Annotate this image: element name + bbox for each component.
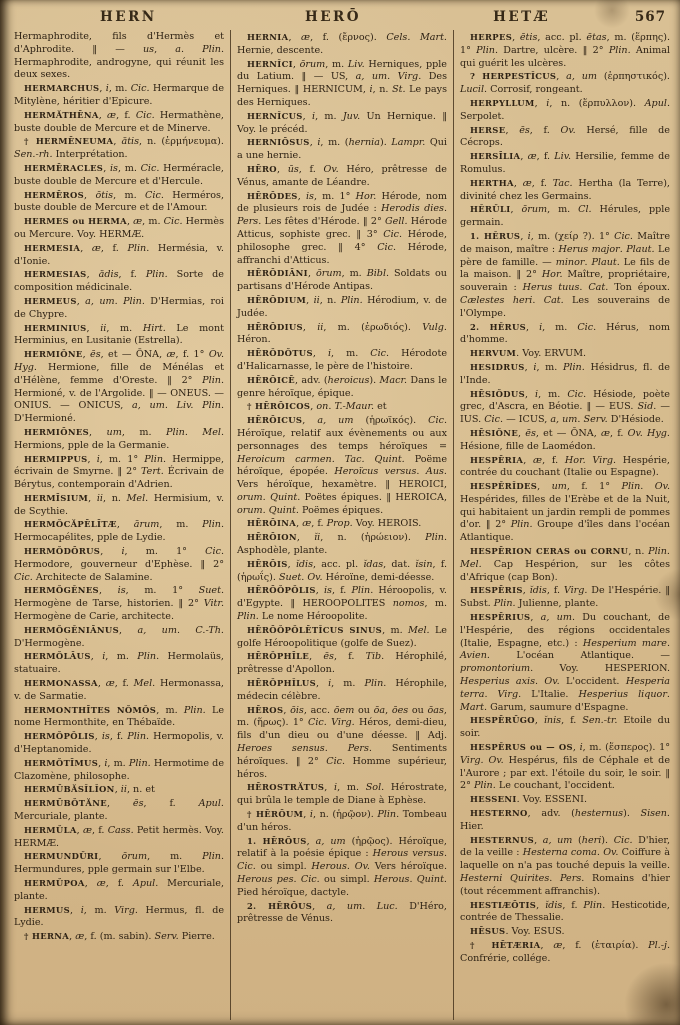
entry-headword: HERSĪLIA xyxy=(470,151,521,162)
dictionary-entry: HERMĒRACLES, is, m. Cic. Herméracle, buste double de Mercure et d'Hercule. xyxy=(14,162,224,187)
entry-headword: HĒRŌDIUS xyxy=(247,321,303,332)
dictionary-entry: HERPYLLUM, i, n. (ἕρπυλλον). Apul. Serpolet. xyxy=(460,97,670,122)
dictionary-entry: † HĒRŌUM, i, n. (ἡρῷον). Plin. Tombeau d'un héros. xyxy=(237,809,447,833)
text-columns xyxy=(8,30,676,1020)
dictionary-entry: HĒSUS. Voy. ESUS. xyxy=(470,926,565,938)
dictionary-entry: HERMŎTĪMUS, i, m. Plin. Hermotime de Clazomène, philosophe. xyxy=(14,757,225,782)
dictionary-entry: HESTERNO, adv. (hesternus). Sisen. Hier. xyxy=(460,808,670,832)
entry-headword: HĒRŌŎPŎLĒTĬCUS SINUS xyxy=(247,624,383,635)
entry-headword: † HERNA xyxy=(24,931,70,942)
entry-headword: HĒRŎPHĪLE xyxy=(247,651,310,662)
dictionary-entry: HĒRO, ūs, f. Ov. Héro, prêtresse de Vénus, amante de Léandre. xyxy=(237,163,447,188)
dictionary-entry: HERMARCHUS, i, m. Cic. Hermarque de Mitylène, héritier d'Epicure. xyxy=(14,83,224,107)
running-head-left: HERN xyxy=(100,9,157,25)
dictionary-entry: HERSĪLIA, æ, f. Liv. Hersilie, femme de Romulus. xyxy=(460,151,670,175)
entry-headword: HESPĒRIS xyxy=(470,585,523,596)
dictionary-entry: HESIDRUS, i, m. Plin. Hésidrus, fl. de l'Inde. xyxy=(460,361,670,386)
entry-headword: HĒRŌŎPŎLIS xyxy=(247,585,316,596)
entry-headword: HĒRŌDES xyxy=(247,190,298,201)
dictionary-entry: HERMŪBĂSĬLĬON, ii, n. et xyxy=(24,784,155,796)
entry-headword: 1. HĒRŌUS xyxy=(247,835,307,846)
dictionary-entry: HĒRŌICUS, a, um (ἡρωϊκός). Cic. Héroïque, relatif aux évènements ou aux personnages des temps héroïques = Heroicum carmen. Tac. Quint. Poëme héroïque, épopée. Heroïcus versus. Aus. Vers héroïque, hexamètre. ‖ HEROICI, orum. Quint. Poëtes épiques. ‖ HEROICA, orum. Quint. Poëmes épiques. xyxy=(237,415,447,516)
dictionary-entry: HERMIŌNES, um, m. Plin. Mel. Hermions, pple de la Germanie. xyxy=(14,426,224,451)
dictionary-entry: HERMŎGĔNIĀNUS, a, um. C.-Th. D'Hermogène. xyxy=(14,624,224,649)
dictionary-entry: † HĒRŌICOS, on. T.-Maur. et xyxy=(247,401,387,413)
entry-headword: HERMŎGĔNES xyxy=(24,585,99,596)
entry-headword: HERMŎTĪMUS xyxy=(24,757,99,768)
dictionary-entry: HĒRŎPHĪLE, ēs, f. Tib. Hérophilé, prêtresse d'Apollon. xyxy=(237,651,447,676)
dictionary-entry: HĒRŌINA, æ, f. Prop. Voy. HEROIS. xyxy=(247,518,422,530)
dictionary-entry: HĒRŌDIĀNI, ōrum, m. Bibl. Soldats ou partisans d'Hérode Antipas. xyxy=(237,268,447,293)
entry-headword: HĒRŎDŎTUS xyxy=(247,348,313,359)
dictionary-entry: HESTERNUS, a, um (heri). Cic. D'hier, de la veille : Hesterna coma. Ov. Coiffure à laquelle on n'a pas touché depuis la veille. Hesterni Quirites. Pers. Romains d'hier (tout récemment affranchis). xyxy=(460,834,670,897)
dictionary-entry: HERMIPPUS, i, m. 1° Plin. Hermippe, écrivain de Smyrne. ‖ 2° Tert. Écrivain de Bérytus, contemporain d'Adrien. xyxy=(14,453,225,491)
dictionary-entry: HERMŎLĀUS, i, m. Plin. Hermolaüs, statuaire. xyxy=(14,651,224,676)
dictionary-entry: HERMES ou HERMA, æ, m. Cic. Hermès ou Mercure. Voy. HERMÆ. xyxy=(14,216,224,240)
entry-headword: † HĒRŌUM xyxy=(247,809,304,820)
dictionary-entry: HĒRŌDES, is, m. 1° Hor. Hérode, nom de plusieurs rois de Judée : Herodis dies. Pers. Les fêtes d'Hérode. ‖ 2° Gell. Hérode Atticus, sophiste grec. ‖ 3° Cic. Hérode, philosophe grec. ‖ 4° Cic. Hérode, affranchi d'Atticus. xyxy=(237,190,448,266)
entry-headword: HERNĬCI xyxy=(247,58,293,69)
dictionary-entry: HESPĒRIS, ĭdis, f. Virg. De l'Hespérie. ‖ Subst. Plin. Julienne, plante. xyxy=(460,585,670,610)
dictionary-entry: HESPĔRUS ou — OS, i, m. (ἕσπερος). 1° Virg. Ov. Hespérus, fils de Céphale et de l'Aurore ; par ext. l'étoile du soir, le soir. ‖ 2° Plin. Le couchant, l'occident. xyxy=(460,742,670,792)
dictionary-entry: † HĒTÆRIA, æ, f. (ἑταιρία). Pl.-j. Confrérie, collége. xyxy=(460,939,670,964)
entry-headword: HERNIA xyxy=(247,32,289,42)
dictionary-entry: ? HERPESTĬCUS, a, um (ἑρπηστικός). Lucil. Corrosif, rongeant. xyxy=(460,71,670,96)
entry-headword: HERPES xyxy=(470,32,513,42)
dictionary-entry: HĒRŎPHĬLUS, i, m. Plin. Hérophile, médecin célèbre. xyxy=(237,678,448,702)
column-right xyxy=(453,30,676,1020)
dictionary-entry: HERMĪSIUM, ii, n. Mel. Hermisium, v. de Scythie. xyxy=(14,492,224,517)
entry-headword: HERMUS xyxy=(24,904,70,915)
dictionary-entry: HĒROS, ōis, acc. ōem ou ōa, ōes ou ōas, m. (ἥρως). 1° Cic. Virg. Héros, demi-dieu, fils d'un dieu ou d'une déesse. ‖ Adj. Heroes sensus. Pers. Sentiments héroïques. ‖ 2° Cic. Homme supérieur, héros. xyxy=(237,704,447,780)
dictionary-entry: HERMESIAS, ădis, f. Plin. Sorte de composition médicinale. xyxy=(14,269,224,294)
column-center xyxy=(230,30,453,1020)
dictionary-entry: HERPES, ētis, acc. pl. ētas, m. (ἕρπης). 1° Plin. Dartre, ulcère. ‖ 2° Plin. Animal qui guérit les ulcères. xyxy=(460,32,670,69)
entry-headword: HERMES ou HERMA xyxy=(24,216,127,227)
entry-headword: HESPĒRION CERAS ou CORNU xyxy=(470,546,629,557)
entry-headword: HESPĒRŪGO xyxy=(470,715,535,726)
dictionary-entry: HERMŬPOA, æ, f. Apul. Mercuriale, plante. xyxy=(14,878,224,902)
entry-headword: HERMEUS xyxy=(24,295,77,306)
entry-headword: HĒRŎPHĬLUS xyxy=(247,678,316,689)
entry-headword: HERVUM xyxy=(470,348,517,359)
dictionary-entry: HERMĒROS, ōtis, m. Cic. Herméros, buste double de Mercure et de l'Amour. xyxy=(14,189,224,214)
dictionary-entry: HERSE, ēs, f. Ov. Hersé, fille de Cécrops. xyxy=(460,124,670,149)
dictionary-entry: HESPĒRION CERAS ou CORNU, n. Plin. Mel. Cap Hespérion, sur les côtes d'Afrique (cap Bon). xyxy=(460,546,670,583)
entry-headword: HĔRŬLI xyxy=(470,204,511,215)
entry-headword: HERMINIUS xyxy=(24,322,87,333)
entry-headword: HESSENI xyxy=(470,794,517,805)
dictionary-entry: HERTHA, æ, f. Tac. Hertha (la Terre), divinité chez les Germains. xyxy=(460,177,670,202)
entry-headword: HĒRŌDIĀNI xyxy=(247,268,308,279)
dictionary-entry: HĒRŌIS, ĭdis, acc. pl. ĭdas, dat. ĭsin, f. (ἡρωΐς). Suet. Ov. Héroïne, demi-déesse. xyxy=(237,558,448,583)
entry-headword: HERSE xyxy=(470,124,506,135)
running-head xyxy=(0,0,680,28)
entry-headword: HESTERNO xyxy=(470,808,528,819)
entry-headword: HERMESIAS xyxy=(24,269,87,280)
dictionary-entry: HESPĔRĬDES, um, f. 1° Plin. Ov. Hespérides, filles de l'Erèbe et de la Nuit, qui habitaient un jardin rempli de pommes d'or. ‖ 2° Plin. Groupe d'îles dans l'océan Atlantique. xyxy=(460,481,670,544)
dictionary-entry: HERMŎCĂPĒLĪTÆ, ārum, m. Plin. Hermocapélites, pple de Lydie. xyxy=(14,519,224,544)
entry-headword: HĒRO xyxy=(247,163,277,174)
entry-headword: HERMIŌNES xyxy=(24,426,89,437)
dictionary-entry: HERMONASSA, æ, f. Mel. Hermonassa, v. de Sarmatie. xyxy=(14,678,224,702)
entry-headword: ? HERPESTĬCUS xyxy=(470,71,557,82)
entry-headword: HERPYLLUM xyxy=(470,97,535,108)
dictionary-entry: 1. HĔRUS, i, m. (χείρ ?). 1° Cic. Maître de maison, maître : Herus major. Plaut. Le père de famille. — minor. Plaut. Le fils de la maison. ‖ 2° Hor. Maître, propriétaire, souverain : Herus tuus. Cat. Ton époux. Cælestes heri. Cat. Les souverains de l'Olympe. xyxy=(460,230,671,319)
entry-headword: HERMŬPOA xyxy=(24,878,85,888)
dictionary-entry: HERMŎGĔNES, is, m. 1° Suet. Hermogène de Tarse, historien. ‖ 2° Vitr. Hermogène de Carie, architecte. xyxy=(14,585,224,623)
dictionary-entry: HERMIŎNE, ēs, et — ŌNA, æ, f. 1° Ov. Hyg. Hermione, fille de Ménélas et d'Hélène, femme d'Oreste. ‖ 2° Plin. Hermioné, v. de l'Argolide. ‖ — ONEUS. — ONIUS. — ONICUS, a, um. Liv. Plin. D'Hermioné. xyxy=(14,349,225,425)
entry-headword: HĒRŌIS xyxy=(247,558,288,569)
dictionary-entry: HĒRŌDIUM, ii, n. Plin. Hérodium, v. de Judée. xyxy=(237,294,447,319)
entry-headword: HĒRŌICUS xyxy=(247,415,303,426)
dictionary-entry: HERMUS, i, m. Virg. Hermus, fl. de Lydie. xyxy=(14,904,225,929)
entry-headword: 1. HĔRUS xyxy=(470,230,521,241)
dictionary-entry: HERMŬLA, æ, f. Cass. Petit hermès. Voy. HERMÆ. xyxy=(14,824,224,849)
entry-headword: 2. HĒRŌUS xyxy=(247,900,313,911)
dictionary-entry: HĒRŌION, ĭi, n. (ἡρώειον). Plin. Asphodèle, plante. xyxy=(237,532,447,557)
entry-headword: † HĒTÆRIA xyxy=(470,939,541,950)
page-number: 567 xyxy=(634,9,666,25)
column-left xyxy=(8,30,230,1020)
dictionary-entry: HERMONTHĪTES NŎMŎS, m. Plin. Le nome Hermonthite, en Thébaïde. xyxy=(14,704,224,729)
dictionary-entry: HĒRŌŎPŎLĒTĬCUS SINUS, m. Mel. Le golfe Héroopolitique (golfe de Suez). xyxy=(237,624,447,649)
entry-headword: HĒROSTRĂTUS xyxy=(247,782,325,793)
entry-headword: HERMŪBĂSĬLĬON xyxy=(24,784,115,795)
entry-headword: HESPĒRIA xyxy=(470,454,524,465)
dictionary-entry: HĒRŎDŎTUS, i, m. Cic. Hérodote d'Halicarnasse, le père de l'histoire. xyxy=(237,348,447,372)
entry-headword: HERMĒROS xyxy=(24,189,85,200)
dictionary-entry: † HERMĒNEUMA, ătis, n. (ἑρμήνευμα). Sen.-rh. Interprétation. xyxy=(14,136,224,161)
entry-headword: HERTHA xyxy=(470,177,514,188)
entry-headword: HESPĔRUS ou — OS xyxy=(470,742,573,753)
dictionary-entry: HERMUNDŬRI, ōrum, m. Plin. Hermundures, pple germain sur l'Elbe. xyxy=(14,851,224,876)
entry-headword: HESIDRUS xyxy=(470,361,525,372)
entry-headword: HERMŪBŎTĂNE xyxy=(24,798,107,809)
entry-headword: HESTIÆŌTIS xyxy=(470,899,537,910)
entry-headword: HERMIPPUS xyxy=(24,453,88,464)
dictionary-entry: HĒSIŎDUS, i, m. Cic. Hésiode, poète grec, d'Ascra, en Béotie. ‖ — EUS. Sid. — IUS. Cic. — ICUS, a, um. Serv. D'Hésiode. xyxy=(460,388,670,426)
entry-headword: HESTERNUS xyxy=(470,834,535,845)
dictionary-entry: HĒRŌDIUS, ii, m. (ἐρωδιός). Vulg. Héron. xyxy=(237,321,447,346)
entry-headword: HĒRŌION xyxy=(247,532,297,543)
entry-headword: HERMĂTHĒNA xyxy=(24,109,99,120)
entry-headword: HESPĒRIUS xyxy=(470,612,531,623)
entry-headword: HĒRŌDIUM xyxy=(247,294,307,305)
dictionary-entry: HERMĂTHĒNA, æ, f. Cic. Hermathène, buste double de Mercure et de Minerve. xyxy=(14,109,224,134)
dictionary-entry: HERNĬCUS, i, m. Juv. Un Hernique. ‖ Voy. le précéd. xyxy=(237,110,447,135)
dictionary-entry: 2. HĒRŌUS, a, um. Luc. D'Héro, prêtresse de Vénus. xyxy=(237,900,447,925)
dictionary-entry: HERMESIA, æ, f. Plin. Hermésia, v. d'Ionie. xyxy=(14,242,224,267)
dictionary-entry: HERMŎPŎLIS, is, f. Plin. Hermopolis, v. d'Heptanomide. xyxy=(14,731,224,756)
entry-headword: HERNIŌSUS xyxy=(247,137,310,148)
dictionary-entry: HERMEUS, a, um. Plin. D'Hermias, roi de Chypre. xyxy=(14,295,224,320)
dictionary-entry: HESPĒRIUS, a, um. Du couchant, de l'Hespérie, des régions occidentales (Italie, Espagne, etc.) : Hesperium mare. Avien. L'océan Atlantique. — promontorium. Voy. HESPERION. Hesperius axis. Ov. L'occident. Hesperia terra. Virg. L'Italie. Hesperius liquor. Mart. Garum, saumure d'Espagne. xyxy=(460,612,670,713)
dictionary-entry: HESSENI. Voy. ESSENI. xyxy=(470,794,588,806)
entry-headword: HĒSUS xyxy=(470,926,506,937)
entry-headword: HERMŎDŌRUS xyxy=(24,546,101,557)
entry-headword: HERMŎGĔNIĀNUS xyxy=(24,624,119,635)
entry-headword: HERNĬCUS xyxy=(247,110,303,121)
dictionary-entry: HESTIÆŌTIS, ĭdis, f. Plin. Hesticotide, contrée de Thessalie. xyxy=(460,899,670,924)
entry-headword: HERMŎLĀUS xyxy=(24,651,91,662)
dictionary-entry: HERMŎDŌRUS, i, m. 1° Cic. Hermodore, gouverneur d'Ephèse. ‖ 2° Cic. Architecte de Salamine. xyxy=(14,546,224,583)
entry-headword: HERMARCHUS xyxy=(24,83,100,94)
dictionary-entry: HERNIŌSUS, i, m. (hernia). Lampr. Qui a une hernie. xyxy=(237,137,448,162)
running-head-right: HETÆ xyxy=(493,9,551,25)
dictionary-entry: HĒROSTRĂTUS, i, m. Sol. Hérostrate, qui brûla le temple de Diane à Ephèse. xyxy=(237,782,447,807)
entry-headword: 2. HĔRUS xyxy=(470,321,527,332)
dictionary-entry: HERVUM. Voy. ERVUM. xyxy=(470,348,587,360)
entry-headword: HERMIŎNE xyxy=(24,349,83,360)
entry-headword: HERMESIA xyxy=(24,242,81,253)
entry-headword: HĒSIŎNE xyxy=(470,427,519,438)
dictionary-entry: HĔRŬLI, ōrum, m. Cl. Hérules, pple germain. xyxy=(460,204,671,229)
dictionary-entry: HESPĒRŪGO, ĭnis, f. Sen.-tr. Etoile du soir. xyxy=(460,715,670,740)
dictionary-entry: HĒRŌŎPŎLIS, is, f. Plin. Héroopolis, v. d'Egypte. ‖ HEROOPOLITES nomos, m. Plin. Le nome Héroopolite. xyxy=(237,585,447,623)
entry-headword: HĒRŌICĒ xyxy=(247,374,295,385)
dictionary-entry: † HERNA, æ, f. (m. sabin). Serv. Pierre. xyxy=(24,931,215,943)
entry-headword: HERMĪSIUM xyxy=(24,492,89,503)
entry-headword: HESPĔRĬDES xyxy=(470,481,538,492)
dictionary-entry: HERNĬCI, ōrum, m. Liv. Herniques, pple du Latium. ‖ — US, a, um. Virg. Des Herniques. ‖ HERNICUM, i, n. St. Le pays des Herniques. xyxy=(237,58,447,108)
dictionary-entry: 2. HĔRUS, i, m. Cic. Hérus, nom d'homme. xyxy=(460,321,670,346)
dictionary-entry: HERMŪBŎTĂNE, ēs, f. Apul. Mercuriale, plante. xyxy=(14,798,224,823)
entry-headword: HĒSIŎDUS xyxy=(470,388,525,399)
entry-headword: HĒROS xyxy=(247,704,284,715)
entry-headword: HĒRŌINA xyxy=(247,518,297,529)
dictionary-entry: HERNIA, æ, f. (ἔρνος). Cels. Mart. Hernie, descente. xyxy=(237,32,447,56)
entry-headword: HERMONTHĪTES NŎMŎS xyxy=(24,704,157,715)
dictionary-entry: HĒSIŎNE, ēs, et — ŎNA, æ, f. Ov. Hyg. Hésione, fille de Laomédon. xyxy=(460,427,670,452)
entry-headword: HERMĒRACLES xyxy=(24,162,104,173)
dictionary-entry: HESPĒRIA, æ, f. Hor. Virg. Hespérie, contrée du couchant (Italie ou Espagne). xyxy=(460,454,670,479)
entry-headword: HERMŎCĂPĒLĪTÆ xyxy=(24,519,117,530)
dictionary-entry: HERMINIUS, ii, m. Hirt. Le mont Herminius, en Lusitanie (Estrella). xyxy=(14,322,224,347)
entry-headword: HERMUNDŬRI xyxy=(24,851,99,862)
entry-headword: HERMŎPŎLIS xyxy=(24,731,95,742)
entry-continuation: Hermaphrodite, fils d'Hermès et d'Aphrodite. ‖ — us, a. Plin. Hermaphrodite, androgyne, qui réunit les deux sexes. xyxy=(14,31,224,81)
dictionary-entry: HĒRŌICĒ, adv. (heroicus). Macr. Dans le genre héroïque, épique. xyxy=(237,374,447,399)
running-head-center: HERŌ xyxy=(304,9,362,25)
entry-headword: † HĒRŌICOS xyxy=(247,401,311,412)
entry-headword: † HERMĒNEUMA xyxy=(24,136,114,147)
entry-headword: HERMONASSA xyxy=(24,678,98,689)
entry-headword: HERMŬLA xyxy=(24,824,77,835)
dictionary-entry: 1. HĒRŌUS, a, um (ἡρῷος). Héroïque, relatif à la poésie épique : Herous versus. Cic. ou simpl. Herous. Ov. Vers héroïque. Herous pes. Cic. ou simpl. Herous. Quint. Pied héroïque, dactyle. xyxy=(237,835,448,898)
